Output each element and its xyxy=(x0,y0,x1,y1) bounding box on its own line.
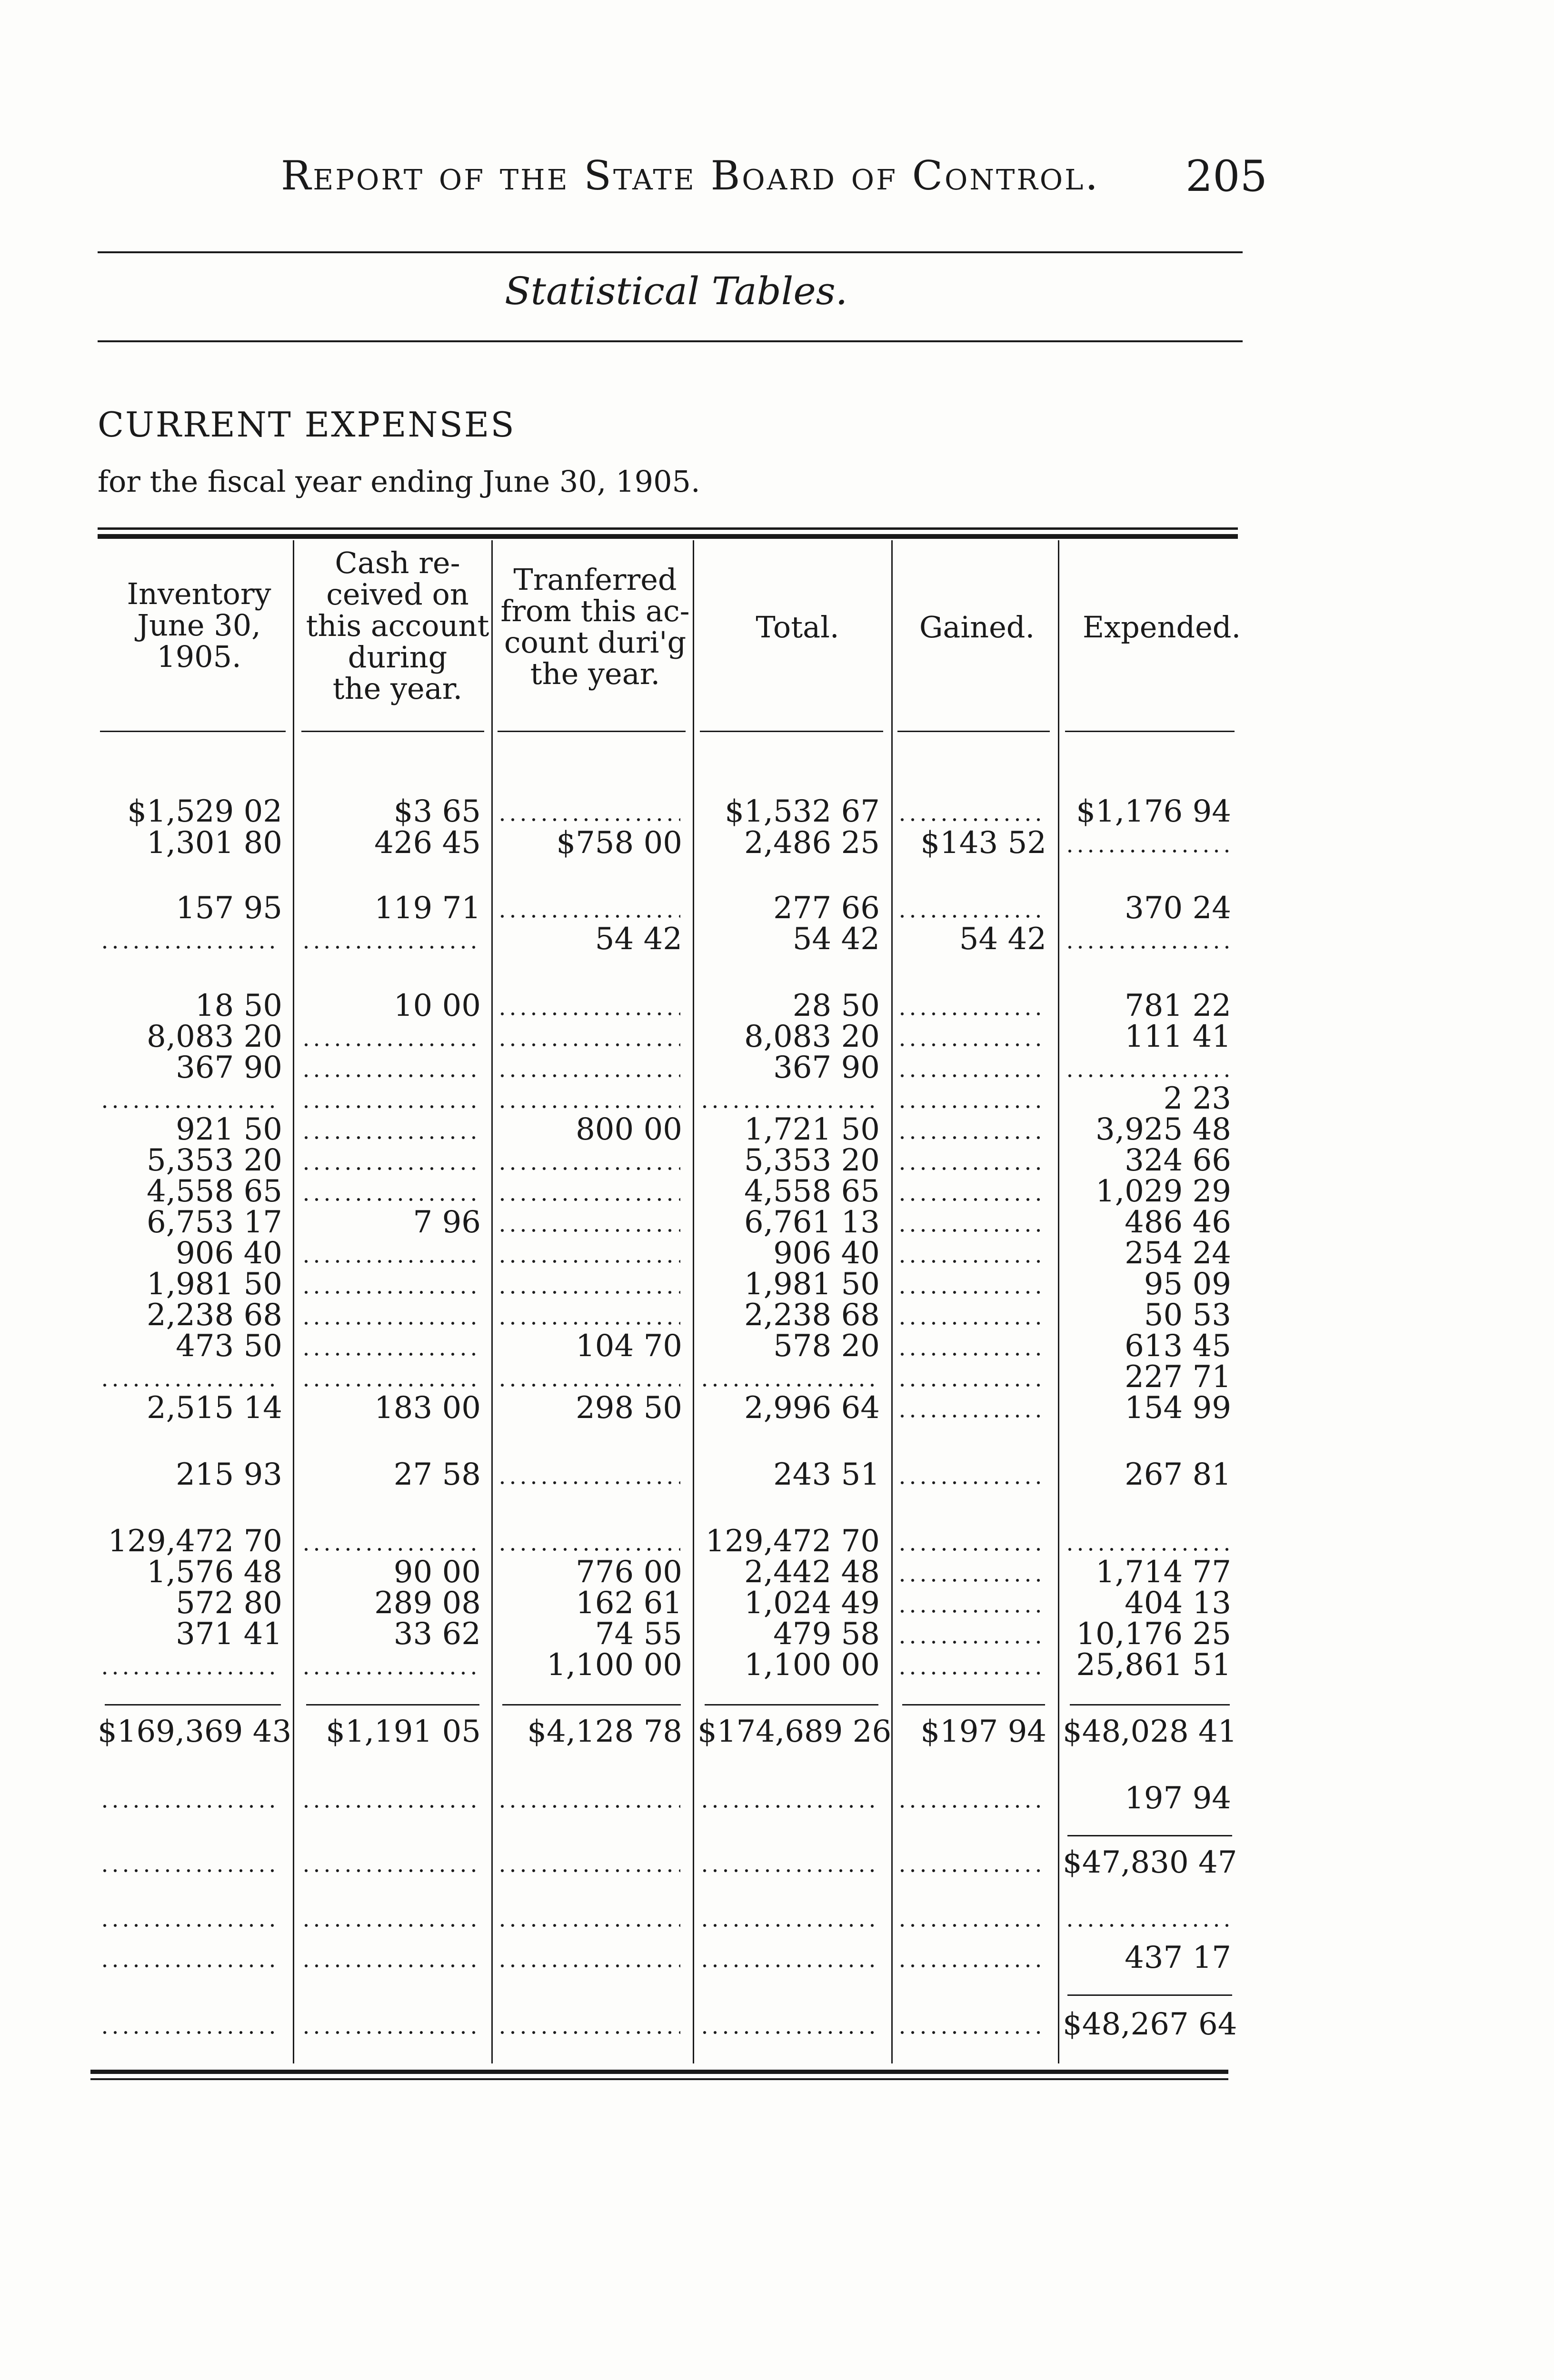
column-header-exp: Expended. xyxy=(1082,610,1241,645)
cell-exp: 25,861 51 xyxy=(1076,1647,1231,1683)
cell-exp: $1,176 94 xyxy=(1076,794,1231,829)
cell-trans: 800 00 xyxy=(576,1112,682,1147)
dot-leader xyxy=(100,1869,280,1873)
cell-total: 243 51 xyxy=(773,1457,880,1492)
summary-rule xyxy=(1067,1835,1232,1836)
column-divider xyxy=(1058,540,1059,2063)
dot-leader xyxy=(100,1383,280,1387)
column-header-cash: Cash re- ceived on this account during the year. xyxy=(306,545,489,706)
cell-inv: 906 40 xyxy=(176,1236,282,1271)
dot-leader xyxy=(897,1012,1045,1016)
dot-leader xyxy=(897,1198,1045,1201)
cell-exp: 3,925 48 xyxy=(1096,1112,1231,1147)
cell-cash: 27 58 xyxy=(393,1457,481,1492)
dot-leader xyxy=(897,1043,1045,1047)
dot-leader xyxy=(497,1198,680,1201)
cell-exp: 370 24 xyxy=(1125,891,1231,926)
dot-leader xyxy=(100,1924,280,1927)
summary-rule xyxy=(1067,1994,1232,1996)
cell-inv: 572 80 xyxy=(176,1586,282,1621)
cell-inv: 921 50 xyxy=(176,1112,282,1147)
cell-total: 6,761 13 xyxy=(744,1205,880,1240)
cell-inv: $1,529 02 xyxy=(127,794,282,829)
dot-leader xyxy=(897,1290,1045,1294)
dot-leader xyxy=(897,1640,1045,1644)
totals-rule xyxy=(705,1704,878,1706)
cell-total: 54 42 xyxy=(792,922,880,957)
summary-grand-total: $48,267 64 xyxy=(1063,2007,1237,2042)
total-cash: $1,191 05 xyxy=(326,1714,481,1749)
cell-trans: 104 70 xyxy=(576,1329,682,1364)
cell-cash: 426 45 xyxy=(374,825,481,861)
total-gained: $197 94 xyxy=(920,1714,1046,1749)
totals-rule xyxy=(1070,1704,1230,1706)
column-header-inv: Inventory June 30, 1905. xyxy=(127,576,271,674)
dot-leader xyxy=(497,1481,680,1485)
cell-cash: 183 00 xyxy=(374,1390,481,1426)
dot-leader xyxy=(100,945,280,949)
dot-leader xyxy=(301,1869,479,1873)
dot-leader xyxy=(699,1964,878,1968)
dot-leader xyxy=(301,1352,479,1356)
dot-leader xyxy=(1065,849,1229,853)
header-rule-top xyxy=(98,251,1243,253)
totals-rule xyxy=(902,1704,1045,1706)
cell-exp: 2 23 xyxy=(1163,1081,1231,1116)
page-number: 205 xyxy=(1185,151,1267,201)
fiscal-period: for the fiscal year ending June 30, 1905. xyxy=(98,464,700,499)
dot-leader xyxy=(1065,1924,1229,1927)
dot-leader xyxy=(497,1383,680,1387)
dot-leader xyxy=(897,1229,1045,1232)
cell-cash: 119 71 xyxy=(374,891,481,926)
dot-leader xyxy=(699,1805,878,1808)
dot-leader xyxy=(897,1167,1045,1170)
dot-leader xyxy=(497,1074,680,1078)
dot-leader xyxy=(897,1578,1045,1582)
column-divider xyxy=(693,540,694,2063)
cell-cash: 289 08 xyxy=(374,1586,481,1621)
cell-total: 2,238 68 xyxy=(744,1298,880,1333)
column-header-gained: Gained. xyxy=(919,610,1035,645)
column-divider xyxy=(891,540,893,2063)
cell-cash: 10 00 xyxy=(393,988,481,1023)
cell-inv: 367 90 xyxy=(176,1050,282,1085)
table-bottom-rule xyxy=(90,2070,1228,2074)
dot-leader xyxy=(497,1869,680,1873)
dot-leader xyxy=(100,1671,280,1675)
dot-leader xyxy=(1065,945,1229,949)
dot-leader xyxy=(1065,1074,1229,1078)
dot-leader xyxy=(497,1290,680,1294)
cell-total: 277 66 xyxy=(773,891,880,926)
dot-leader xyxy=(301,945,479,949)
dot-leader xyxy=(301,1074,479,1078)
running-title: Report of the State Board of Control. xyxy=(281,152,1100,199)
dot-leader xyxy=(897,1414,1045,1418)
summary-net-expended: $47,830 47 xyxy=(1063,1845,1237,1880)
cell-inv: 4,558 65 xyxy=(147,1174,282,1209)
total-trans: $4,128 78 xyxy=(527,1714,682,1749)
table-top-rule-2 xyxy=(98,534,1238,539)
dot-leader xyxy=(100,1964,280,1968)
summary-adjustment: 437 17 xyxy=(1125,1940,1231,1975)
cell-exp: 10,176 25 xyxy=(1076,1616,1231,1652)
dot-leader xyxy=(897,1481,1045,1485)
dot-leader xyxy=(497,1924,680,1927)
dot-leader xyxy=(897,1383,1045,1387)
cell-exp: 267 81 xyxy=(1125,1457,1231,1492)
cell-total: 1,100 00 xyxy=(744,1647,880,1683)
dot-leader xyxy=(301,1671,479,1675)
cell-exp: 95 09 xyxy=(1144,1267,1231,1302)
column-header-rule xyxy=(1065,731,1235,732)
column-header-trans: Tranferred from this ac- count duri'g the year. xyxy=(500,562,690,691)
dot-leader xyxy=(497,1321,680,1325)
cell-inv: 371 41 xyxy=(176,1616,282,1652)
dot-leader xyxy=(897,1869,1045,1873)
dot-leader xyxy=(497,1259,680,1263)
cell-exp: 486 46 xyxy=(1125,1205,1231,1240)
cell-cash: 7 96 xyxy=(413,1205,481,1240)
dot-leader xyxy=(301,1290,479,1294)
dot-leader xyxy=(301,1547,479,1551)
dot-leader xyxy=(497,914,680,918)
cell-total: 1,721 50 xyxy=(744,1112,880,1147)
cell-total: $1,532 67 xyxy=(725,794,880,829)
cell-exp: 781 22 xyxy=(1125,988,1231,1023)
cell-gained: $143 52 xyxy=(920,825,1046,861)
cell-inv: 473 50 xyxy=(176,1329,282,1364)
dot-leader xyxy=(897,1805,1045,1808)
dot-leader xyxy=(699,2031,878,2034)
dot-leader xyxy=(301,1383,479,1387)
summary-less-gained: 197 94 xyxy=(1125,1781,1231,1816)
cell-cash: $3 65 xyxy=(393,794,481,829)
cell-exp: 254 24 xyxy=(1125,1236,1231,1271)
cell-trans: $758 00 xyxy=(556,825,682,861)
cell-inv: 1,301 80 xyxy=(147,825,282,861)
cell-total: 5,353 20 xyxy=(744,1143,880,1178)
column-divider xyxy=(491,540,493,2063)
section-title: CURRENT EXPENSES xyxy=(98,405,516,445)
cell-total: 578 20 xyxy=(773,1329,880,1364)
cell-exp: 227 71 xyxy=(1125,1359,1231,1395)
dot-leader xyxy=(301,1805,479,1808)
cell-total: 2,442 48 xyxy=(744,1555,880,1590)
cell-inv: 6,753 17 xyxy=(147,1205,282,1240)
dot-leader xyxy=(897,1352,1045,1356)
cell-inv: 215 93 xyxy=(176,1457,282,1492)
totals-rule xyxy=(306,1704,479,1706)
dot-leader xyxy=(897,1924,1045,1927)
header-rule-bottom xyxy=(98,340,1243,342)
cell-inv: 5,353 20 xyxy=(147,1143,282,1178)
dot-leader xyxy=(897,1321,1045,1325)
total-total: $174,689 26 xyxy=(697,1714,892,1749)
total-inv: $169,369 43 xyxy=(98,1714,292,1749)
dot-leader xyxy=(301,1924,479,1927)
dot-leader xyxy=(497,818,680,822)
totals-rule xyxy=(502,1704,681,1706)
dot-leader xyxy=(497,1167,680,1170)
cell-total: 2,486 25 xyxy=(744,825,880,861)
dot-leader xyxy=(100,1805,280,1808)
cell-inv: 157 95 xyxy=(176,891,282,926)
dot-leader xyxy=(301,1259,479,1263)
cell-total: 1,024 49 xyxy=(744,1586,880,1621)
dot-leader xyxy=(497,1043,680,1047)
cell-total: 4,558 65 xyxy=(744,1174,880,1209)
cell-total: 8,083 20 xyxy=(744,1019,880,1054)
dot-leader xyxy=(897,1547,1045,1551)
cell-trans: 74 55 xyxy=(595,1616,682,1652)
column-header-rule xyxy=(498,731,686,732)
column-header-rule xyxy=(897,731,1050,732)
dot-leader xyxy=(497,1964,680,1968)
cell-cash: 90 00 xyxy=(393,1555,481,1590)
column-header-rule xyxy=(301,731,484,732)
cell-total: 906 40 xyxy=(773,1236,880,1271)
dot-leader xyxy=(301,1136,479,1140)
dot-leader xyxy=(699,1869,878,1873)
totals-rule xyxy=(105,1704,281,1706)
dot-leader xyxy=(100,1105,280,1109)
column-header-rule xyxy=(100,731,286,732)
dot-leader xyxy=(497,1547,680,1551)
cell-exp: 324 66 xyxy=(1125,1143,1231,1178)
column-header-rule xyxy=(700,731,883,732)
cell-total: 129,472 70 xyxy=(705,1524,880,1559)
cell-inv: 1,981 50 xyxy=(147,1267,282,1302)
dot-leader xyxy=(897,914,1045,918)
cell-exp: 1,029 29 xyxy=(1096,1174,1231,1209)
cell-trans: 1,100 00 xyxy=(547,1647,682,1683)
dot-leader xyxy=(497,1012,680,1016)
dot-leader xyxy=(897,1074,1045,1078)
dot-leader xyxy=(699,1383,878,1387)
cell-exp: 1,714 77 xyxy=(1096,1555,1231,1590)
table-bottom-rule-2 xyxy=(90,2078,1228,2080)
dot-leader xyxy=(897,1105,1045,1109)
dot-leader xyxy=(497,1805,680,1808)
cell-total: 2,996 64 xyxy=(744,1390,880,1426)
dot-leader xyxy=(897,818,1045,822)
cell-exp: 50 53 xyxy=(1144,1298,1231,1333)
cell-cash: 33 62 xyxy=(393,1616,481,1652)
dot-leader xyxy=(301,1105,479,1109)
dot-leader xyxy=(1065,1547,1229,1551)
column-divider xyxy=(293,540,294,2063)
cell-inv: 2,238 68 xyxy=(147,1298,282,1333)
cell-total: 479 58 xyxy=(773,1616,880,1652)
dot-leader xyxy=(897,1671,1045,1675)
dot-leader xyxy=(897,2031,1045,2034)
dot-leader xyxy=(497,1105,680,1109)
column-header-total: Total. xyxy=(756,610,839,645)
dot-leader xyxy=(897,1136,1045,1140)
cell-inv: 2,515 14 xyxy=(147,1390,282,1426)
total-exp: $48,028 41 xyxy=(1063,1714,1237,1749)
dot-leader xyxy=(301,1321,479,1325)
cell-exp: 154 99 xyxy=(1125,1390,1231,1426)
cell-total: 367 90 xyxy=(773,1050,880,1085)
dot-leader xyxy=(100,2031,280,2034)
cell-trans: 776 00 xyxy=(576,1555,682,1590)
cell-trans: 298 50 xyxy=(576,1390,682,1426)
dot-leader xyxy=(699,1105,878,1109)
dot-leader xyxy=(301,2031,479,2034)
cell-exp: 111 41 xyxy=(1125,1019,1231,1054)
dot-leader xyxy=(897,1609,1045,1613)
dot-leader xyxy=(497,1229,680,1232)
dot-leader xyxy=(301,1043,479,1047)
table-top-rule xyxy=(98,527,1238,530)
cell-inv: 18 50 xyxy=(195,988,282,1023)
dot-leader xyxy=(699,1924,878,1927)
dot-leader xyxy=(497,2031,680,2034)
cell-exp: 404 13 xyxy=(1125,1586,1231,1621)
cell-trans: 162 61 xyxy=(576,1586,682,1621)
cell-total: 1,981 50 xyxy=(744,1267,880,1302)
subtitle: Statistical Tables. xyxy=(505,269,848,313)
cell-inv: 129,472 70 xyxy=(108,1524,282,1559)
dot-leader xyxy=(897,1259,1045,1263)
cell-total: 28 50 xyxy=(792,988,880,1023)
cell-exp: 613 45 xyxy=(1125,1329,1231,1364)
dot-leader xyxy=(301,1964,479,1968)
cell-inv: 1,576 48 xyxy=(147,1555,282,1590)
dot-leader xyxy=(301,1198,479,1201)
dot-leader xyxy=(897,1964,1045,1968)
cell-trans: 54 42 xyxy=(595,922,682,957)
cell-inv: 8,083 20 xyxy=(147,1019,282,1054)
dot-leader xyxy=(301,1167,479,1170)
cell-gained: 54 42 xyxy=(959,922,1046,957)
